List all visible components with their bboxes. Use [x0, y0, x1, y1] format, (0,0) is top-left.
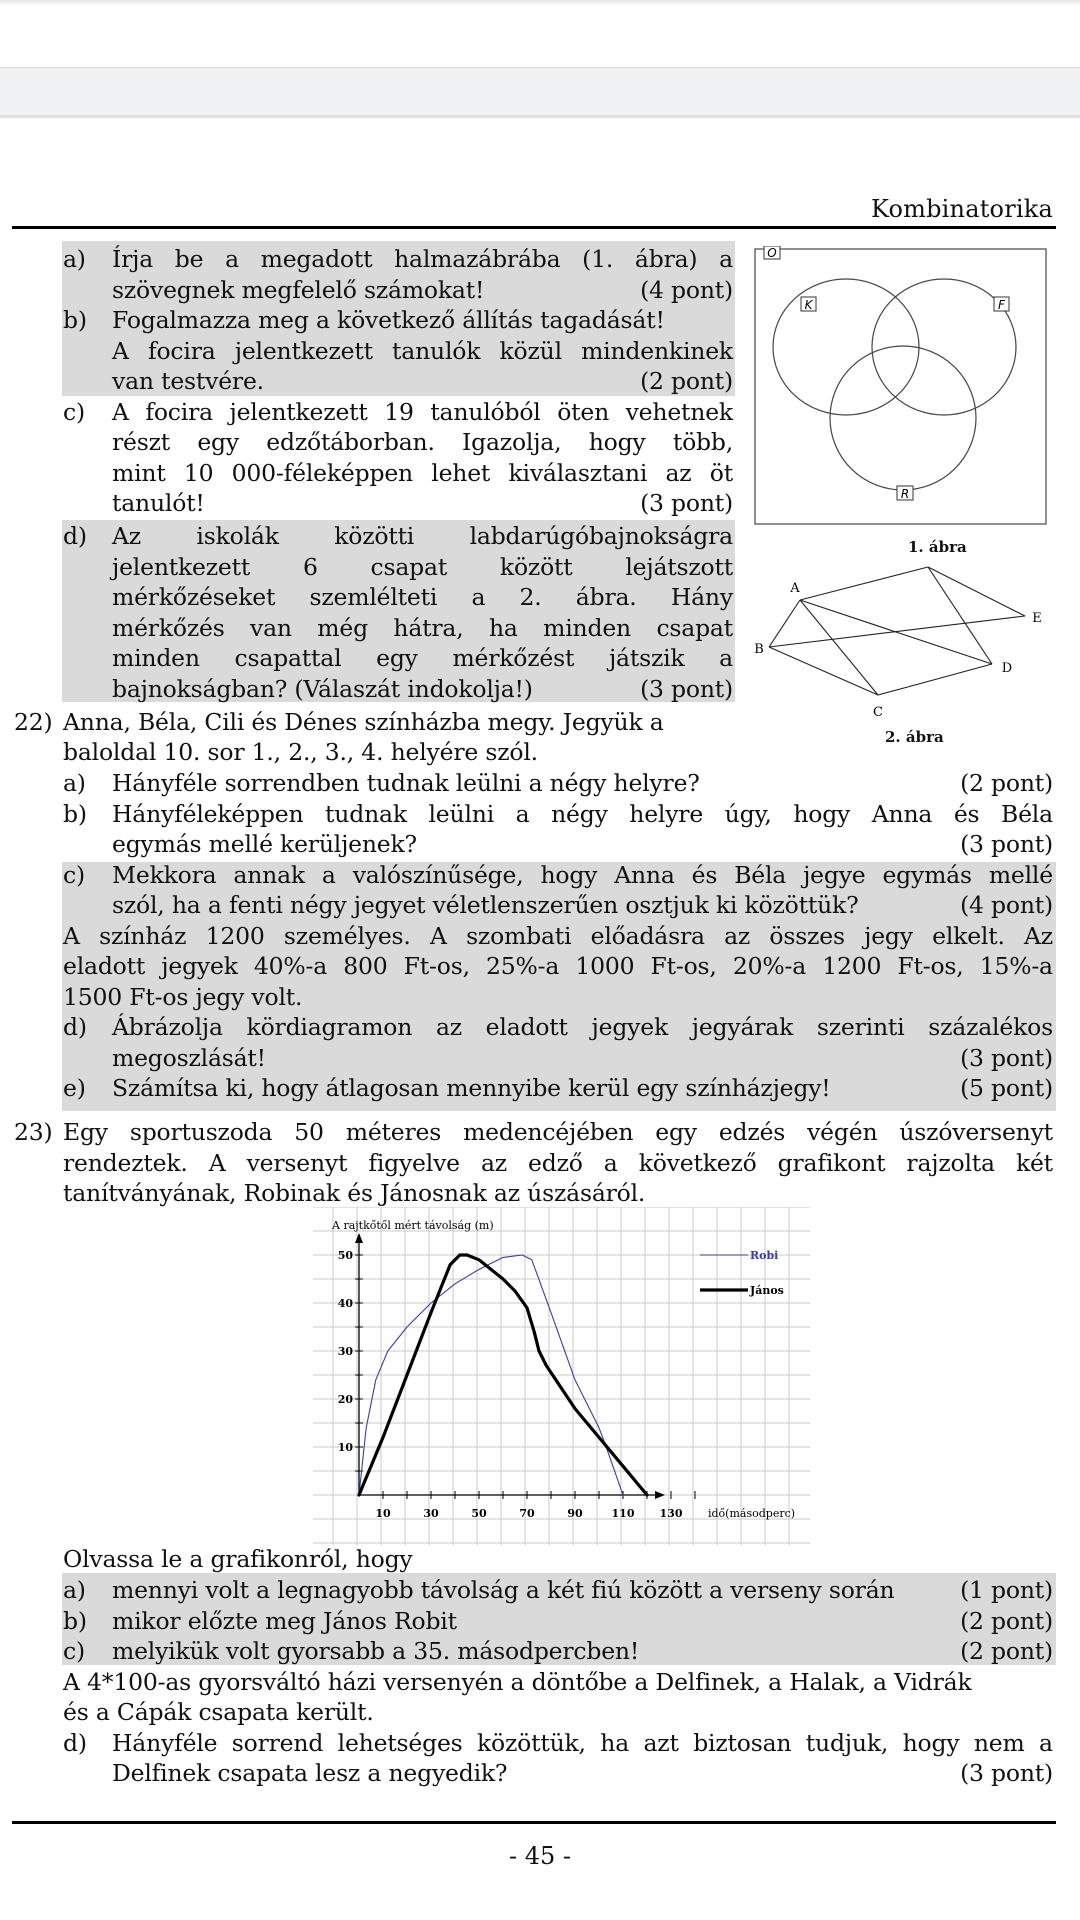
item-text-line: minden csapattal egy mérkőzést játszik a — [112, 644, 733, 672]
x-tick-label: 110 — [611, 1507, 635, 1520]
item-letter: a) — [63, 245, 86, 273]
item-text-line: szövegnek megfelelő számokat! (4 pont) — [112, 275, 733, 304]
item-text-line: egymás mellé kerüljenek? (3 pont) — [112, 830, 1053, 858]
item-letter: d) — [63, 522, 87, 550]
y-axis-label: A rajtkőtől mért távolság (m) — [332, 1219, 494, 1232]
item-letter: c) — [63, 1637, 85, 1665]
item-text-line: Hányféle sorrend lehetséges közöttük, ha azt biztosan tudjuk, hogy nem a — [112, 1728, 1053, 1757]
item-text-line: Írja be a megadott halmazábrába (1. ábra) a — [112, 245, 733, 273]
set-label-k: K — [804, 298, 813, 312]
footer-rule — [12, 1821, 1056, 1824]
vertex-label-a: A — [790, 581, 800, 596]
points-label: (2 pont) — [640, 367, 733, 395]
item-text-line: részt egy edzőtáborban. Igazolja, hogy több, — [112, 428, 733, 456]
context-line: A színház 1200 személyes. A szombati előadásra az összes jegy elkelt. Az — [63, 921, 1053, 950]
points-label: (4 pont) — [960, 891, 1053, 919]
points-label: (3 pont) — [960, 1043, 1053, 1072]
item-letter: a) — [63, 1576, 86, 1604]
points-label: (2 pont) — [960, 1606, 1053, 1635]
venn-diagram-figure — [754, 246, 1048, 526]
x-tick-label: 70 — [519, 1507, 535, 1520]
item-letter: e) — [63, 1074, 86, 1102]
viewer-toolbar — [0, 67, 1080, 118]
item-text-line: Hányféleképpen tudnak leülni a négy helyre úgy, hogy Anna és Béla — [112, 799, 1053, 828]
x-tick-label: 10 — [375, 1507, 391, 1520]
item-text-line: Fogalmazza meg a következő állítás tagadását! — [112, 306, 665, 334]
header-rule — [12, 226, 1056, 229]
venn-diagram — [754, 246, 1048, 526]
points-label: (3 pont) — [960, 830, 1053, 858]
vertex-label-d: D — [1001, 661, 1013, 676]
intro-line: baloldal 10. sor 1., 2., 3., 4. helyére szól. — [63, 738, 538, 766]
intro-line: Anna, Béla, Cili és Dénes színházba megy. Jegyük a — [63, 708, 664, 736]
match-graph-figure — [745, 560, 1045, 720]
lead-text: Olvassa le a grafikonról, hogy — [63, 1545, 413, 1573]
intro-line: rendeztek. A versenyt figyelve az edző a következő grafikont rajzolta két — [63, 1148, 1053, 1177]
y-axis-arrow-icon — [355, 1233, 363, 1243]
line-chart — [313, 1207, 810, 1545]
vertex-label-b: B — [754, 642, 764, 657]
points-label: (3 pont) — [640, 674, 733, 703]
points-label: (3 pont) — [640, 489, 733, 517]
item-letter: c) — [63, 860, 85, 889]
x-tick-label: 30 — [423, 1507, 439, 1520]
context-line: 1500 Ft-os jegy volt. — [63, 982, 303, 1011]
item-text-line: Delfinek csapata lesz a negyedik? (3 pont) — [112, 1759, 1053, 1787]
swim-distance-chart — [313, 1207, 810, 1545]
item-text-line: bajnokságban? (Válaszát indokolja!) (3 pont) — [112, 674, 733, 703]
intro-line: Egy sportuszoda 50 méteres medencéjében egy edzés végén úszóversenyt — [63, 1118, 1053, 1146]
item-text-line: megoszlását! (3 pont) — [112, 1043, 1053, 1072]
y-tick-label: 40 — [337, 1297, 353, 1310]
item-letter: c) — [63, 397, 85, 426]
intro-line: tanítványának, Robinak és Jánosnak az úszásáról. — [63, 1179, 646, 1207]
y-tick-label: 50 — [337, 1249, 353, 1262]
item-letter: b) — [63, 799, 87, 828]
item-text-line: Számítsa ki, hogy átlagosan mennyibe kerül egy színházjegy! (5 pont) — [112, 1074, 1053, 1102]
item-letter: d) — [63, 1728, 87, 1757]
item-text-line: van testvére. (2 pont) — [112, 367, 733, 395]
item-text-line: jelentkezett 6 csapat között lejátszott — [112, 552, 733, 581]
figure-1-caption: 1. ábra — [908, 538, 967, 556]
page-number: - 45 - — [508, 1842, 571, 1870]
universe-label: O — [767, 246, 777, 260]
points-label: (4 pont) — [640, 275, 733, 304]
problem-number: 22) — [14, 708, 53, 736]
x-axis-arrow-icon — [655, 1491, 665, 1499]
points-label: (2 pont) — [960, 1637, 1053, 1665]
vertex-label-c: C — [873, 705, 883, 720]
item-text-line: szól, ha a fenti négy jegyet véletlenszerűen osztjuk ki közöttük? (4 pont) — [112, 891, 1053, 919]
set-label-f: F — [998, 298, 1005, 312]
x-tick-label: 90 — [567, 1507, 583, 1520]
item-letter: a) — [63, 769, 86, 797]
x-axis-label: idő(másodperc) — [708, 1507, 796, 1520]
points-label: (2 pont) — [960, 769, 1053, 797]
chart-grid — [313, 1207, 810, 1545]
item-text-line: mérkőzéseket szemlélteti a 2. ábra. Hány — [112, 583, 733, 611]
item-text-line: Hányféle sorrendben tudnak leülni a négy helyre? (2 pont) — [112, 769, 1053, 797]
set-label-r: R — [900, 487, 910, 501]
y-tick-label: 10 — [337, 1441, 353, 1454]
item-letter: b) — [63, 306, 87, 334]
item-text-line: A focira jelentkezett tanulók közül mindenkinek — [112, 336, 733, 365]
item-text-line: mérkőzés van még hátra, ha minden csapat — [112, 613, 733, 642]
x-tick-label: 50 — [471, 1507, 487, 1520]
item-text-line: mikor előzte meg János Robit (2 pont) — [112, 1606, 1053, 1635]
running-title: Kombinatorika — [871, 195, 1053, 223]
context-line: A 4*100-as gyorsváltó házi versenyén a döntőbe a Delfinek, a Halak, a Vidrák — [63, 1667, 972, 1696]
match-graph — [745, 560, 1045, 720]
y-tick-label: 30 — [337, 1345, 353, 1358]
legend-label: Robi — [750, 1249, 779, 1262]
problem-number: 23) — [14, 1118, 53, 1146]
item-text-line: Ábrázolja kördiagramon az eladott jegyek jegyárak szerinti százalékos — [112, 1013, 1053, 1041]
item-text-line: Az iskolák közötti labdarúgóbajnokságra — [112, 522, 733, 550]
item-text-line: mint 10 000-féleképpen lehet kiválasztani az öt — [112, 458, 733, 487]
context-line: eladott jegyek 40%-a 800 Ft-os, 25%-a 1000 Ft-os, 20%-a 1200 Ft-os, 15%-a — [63, 952, 1053, 980]
item-text-line: mennyi volt a legnagyobb távolság a két fiú között a verseny során (1 pont) — [112, 1576, 1053, 1604]
item-text-line: melyikük volt gyorsabb a 35. másodpercben! (2 pont) — [112, 1637, 1053, 1665]
y-tick-label: 20 — [337, 1393, 353, 1406]
context-line: és a Cápák csapata került. — [63, 1698, 374, 1726]
points-label: (3 pont) — [960, 1759, 1053, 1787]
vertex-label-e: E — [1032, 611, 1042, 626]
x-tick-label: 130 — [659, 1507, 683, 1520]
item-text-line: A focira jelentkezett 19 tanulóból öten vehetnek — [112, 397, 733, 426]
points-label: (1 pont) — [960, 1576, 1053, 1604]
points-label: (5 pont) — [960, 1074, 1053, 1102]
item-text-line: Mekkora annak a valószínűsége, hogy Anna és Béla jegye egymás mellé — [112, 860, 1053, 889]
figure-2-caption: 2. ábra — [885, 728, 944, 746]
legend-label: János — [750, 1284, 784, 1297]
item-text-line: tanulót! (3 pont) — [112, 489, 733, 517]
window-top-shadow — [0, 0, 1080, 6]
item-letter: b) — [63, 1606, 87, 1635]
item-letter: d) — [63, 1013, 87, 1041]
